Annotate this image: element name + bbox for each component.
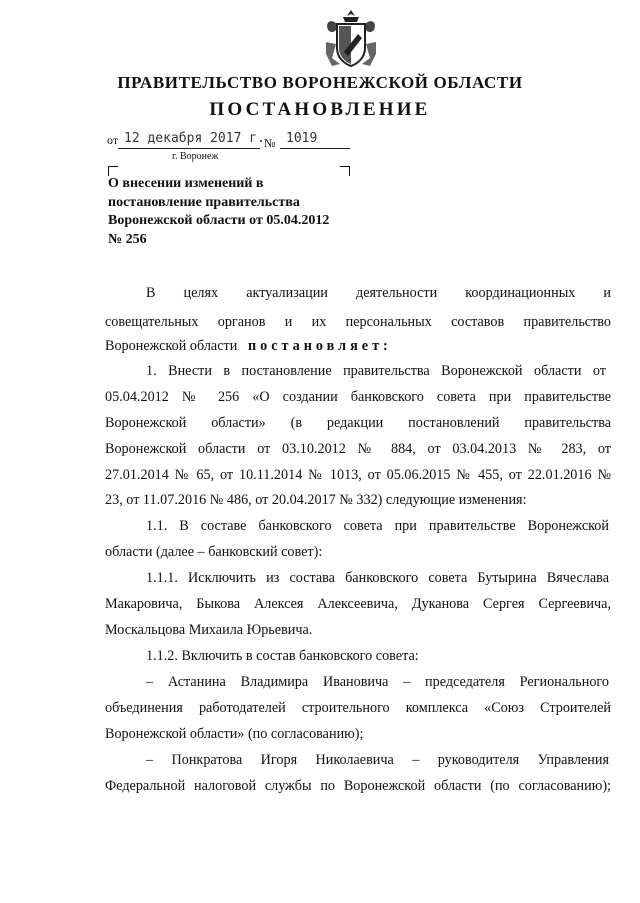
body-line: 1. Внести в постановление правительства Воронежской области от bbox=[146, 363, 606, 379]
body-line: 23, от 11.07.2016 № 486, от 20.04.2017 № 332) следующие изменения: bbox=[105, 492, 527, 508]
document-date: 12 декабря 2017 г. bbox=[124, 131, 265, 146]
body-line: области (далее – банковский совет): bbox=[105, 544, 323, 560]
body-line: Воронежской области» (по согласованию); bbox=[105, 726, 364, 742]
body-line: объединения работодателей строительного комплекса «Союз Строителей bbox=[105, 700, 611, 716]
subject-line: Воронежской области от 05.04.2012 bbox=[108, 213, 330, 228]
body-line: Федеральной налоговой службы по Воронежской области (по согласованию); bbox=[105, 778, 611, 794]
body-line: Москальцова Михаила Юрьевича. bbox=[105, 622, 313, 638]
organization-title: ПРАВИТЕЛЬСТВО ВОРОНЕЖСКОЙ ОБЛАСТИ bbox=[117, 73, 523, 92]
document-type-title: ПОСТАНОВЛЕНИЕ bbox=[209, 99, 431, 120]
body-line: – Понкратова Игоря Николаевича – руководителя Управления bbox=[146, 752, 609, 768]
subject-line: постановление правительства bbox=[108, 194, 300, 210]
from-label: от bbox=[107, 133, 119, 147]
body-line: – Астанина Владимира Ивановича – председателя Регионального bbox=[146, 674, 609, 690]
number-label: № bbox=[264, 136, 276, 150]
body-line: 1.1.1. Исключить из состава банковского совета Бутырина Вячеслава bbox=[146, 570, 609, 586]
body-line: 05.04.2012 № 256 «О создании банковского совета при правительстве bbox=[105, 389, 611, 405]
document-subject bbox=[108, 175, 388, 249]
body-line: 1.1. В составе банковского совета при правительстве Воронежской bbox=[146, 518, 609, 534]
decree-word: постановляет: bbox=[247, 338, 392, 354]
city-label: г. Воронеж bbox=[172, 151, 219, 162]
body-line: Макаровича, Быкова Алексея Алексеевича, Дуканова Сергея Сергеевича, bbox=[105, 596, 611, 612]
subject-line: О внесении изменений в bbox=[108, 176, 264, 191]
subject-line: № 256 bbox=[108, 231, 147, 247]
coat-of-arms-emblem bbox=[322, 8, 380, 68]
body-text: Воронежской области bbox=[105, 338, 238, 354]
body-line: 1.1.2. Включить в состав банковского совета: bbox=[146, 648, 419, 664]
document-number: 1019 bbox=[286, 131, 318, 146]
date-underline bbox=[118, 148, 260, 149]
body-line: Воронежской области» (в редакции постановлений правительства bbox=[105, 415, 611, 431]
body-line: В целях актуализации деятельности координационных и bbox=[146, 285, 611, 301]
body-line: Воронежской области от 03.10.2012 № 884, от 03.04.2013 № 283, от bbox=[105, 441, 611, 457]
body-line-decree bbox=[105, 338, 611, 355]
number-underline bbox=[280, 148, 350, 149]
body-line: совещательных органов и их персональных составов правительство bbox=[105, 314, 611, 330]
body-line: 27.01.2014 № 65, от 10.11.2014 № 1013, от 05.06.2015 № 455, от 22.01.2016 № bbox=[105, 467, 611, 483]
